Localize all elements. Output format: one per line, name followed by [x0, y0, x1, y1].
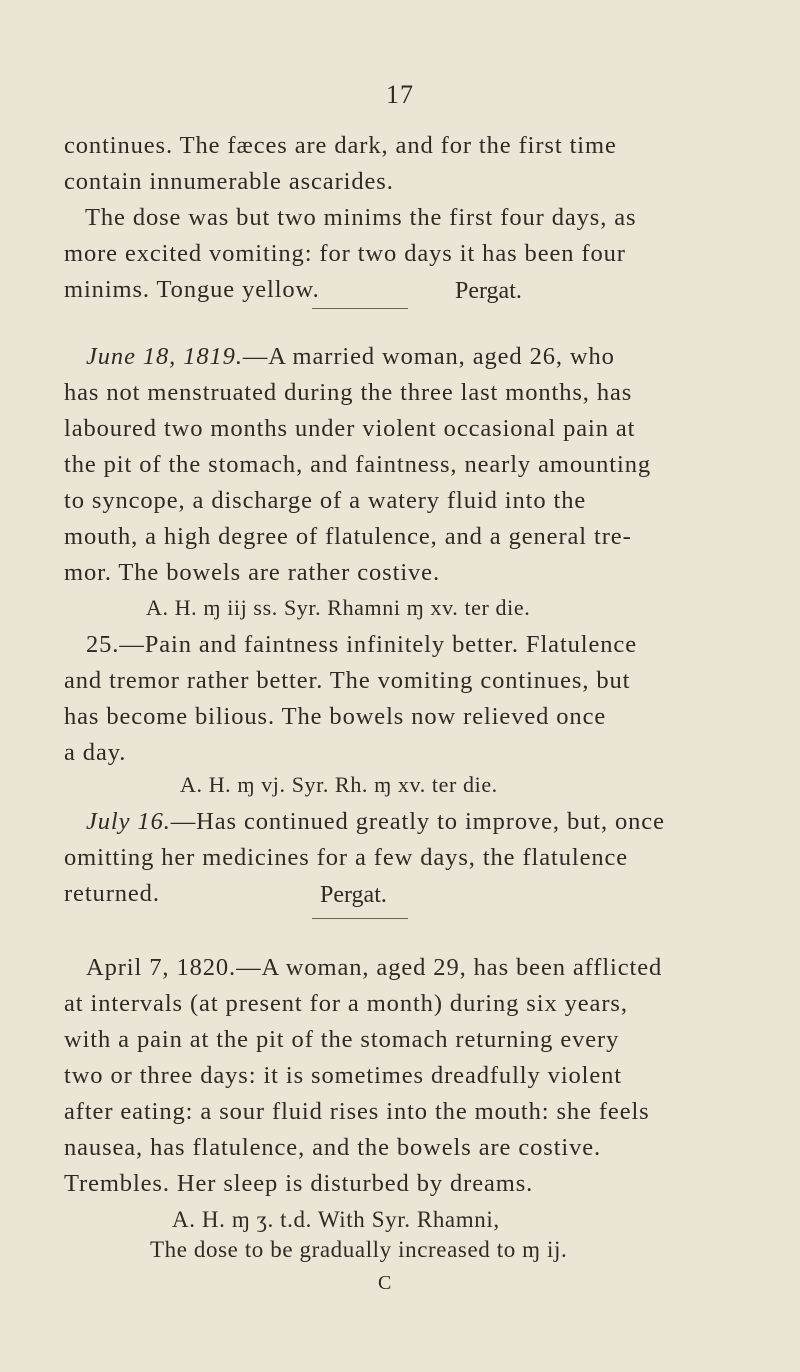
- text-line: a day.: [64, 739, 127, 766]
- text-line: omitting her medicines for a few days, the flatulence: [64, 844, 629, 871]
- case-date: July 16.: [86, 808, 171, 835]
- case-followup-line: [86, 810, 665, 835]
- section-divider: [312, 918, 408, 919]
- page-number: 17: [386, 80, 414, 109]
- text-line: Trembles. Her sleep is disturbed by dreams.: [64, 1170, 534, 1197]
- text-line: after eating: a sour fluid rises into the mouth: she feels: [64, 1098, 650, 1125]
- text-line: nausea, has flatulence, and the bowels are costive.: [64, 1134, 602, 1161]
- case-opening-line: [86, 956, 662, 981]
- text-line: has become bilious. The bowels now relieved once: [64, 703, 607, 730]
- prescription-line: A. H. ɱ ʒ. t.d. With Syr. Rhamni,: [172, 1207, 500, 1232]
- text-line: 25.—Pain and faintness infinitely better. Flatulence: [86, 631, 637, 658]
- case-opening-line: [86, 345, 615, 370]
- case-followup: —Has continued greatly to improve, but, once: [170, 808, 665, 835]
- prescription-line: A. H. ɱ iij ss. Syr. Rhamni ɱ xv. ter die.: [146, 595, 531, 620]
- section-divider: [312, 308, 408, 309]
- prescription-line: A. H. ɱ vj. Syr. Rh. ɱ xv. ter die.: [180, 772, 498, 797]
- signature-mark: C: [378, 1272, 392, 1294]
- signature-pergat: Pergat.: [320, 882, 387, 908]
- text-line: laboured two months under violent occasional pain at: [64, 415, 636, 442]
- case-intro: —A woman, aged 29, has been afflicted: [236, 954, 663, 981]
- text-line: has not menstruated during the three last months, has: [64, 379, 633, 406]
- signature-pergat: Pergat.: [455, 278, 522, 304]
- text-line: returned.: [64, 880, 160, 907]
- text-line: two or three days: it is sometimes dreadfully violent: [64, 1062, 623, 1089]
- text-line: minims. Tongue yellow.: [64, 276, 320, 303]
- case-date: June 18, 1819.: [86, 343, 243, 370]
- case-intro: —A married woman, aged 26, who: [242, 343, 615, 370]
- text-line: at intervals (at present for a month) during six years,: [64, 990, 628, 1017]
- text-line: and tremor rather better. The vomiting continues, but: [64, 667, 631, 694]
- text-line: contain innumerable ascarides.: [64, 168, 394, 195]
- text-line: with a pain at the pit of the stomach returning every: [64, 1026, 620, 1053]
- text-line: mouth, a high degree of flatulence, and a general tre-: [64, 523, 632, 550]
- text-line: the pit of the stomach, and faintness, nearly amounting: [64, 451, 652, 478]
- case-date: April 7, 1820.: [86, 954, 237, 981]
- text-line: more excited vomiting: for two days it has been four: [64, 240, 626, 267]
- text-line: mor. The bowels are rather costive.: [64, 559, 440, 586]
- text-line: The dose was but two minims the first four days, as: [85, 204, 637, 231]
- prescription-line: The dose to be gradually increased to ɱ ij.: [150, 1237, 568, 1262]
- text-line: continues. The fæces are dark, and for the first time: [64, 132, 617, 159]
- text-line: to syncope, a discharge of a watery fluid into the: [64, 487, 587, 514]
